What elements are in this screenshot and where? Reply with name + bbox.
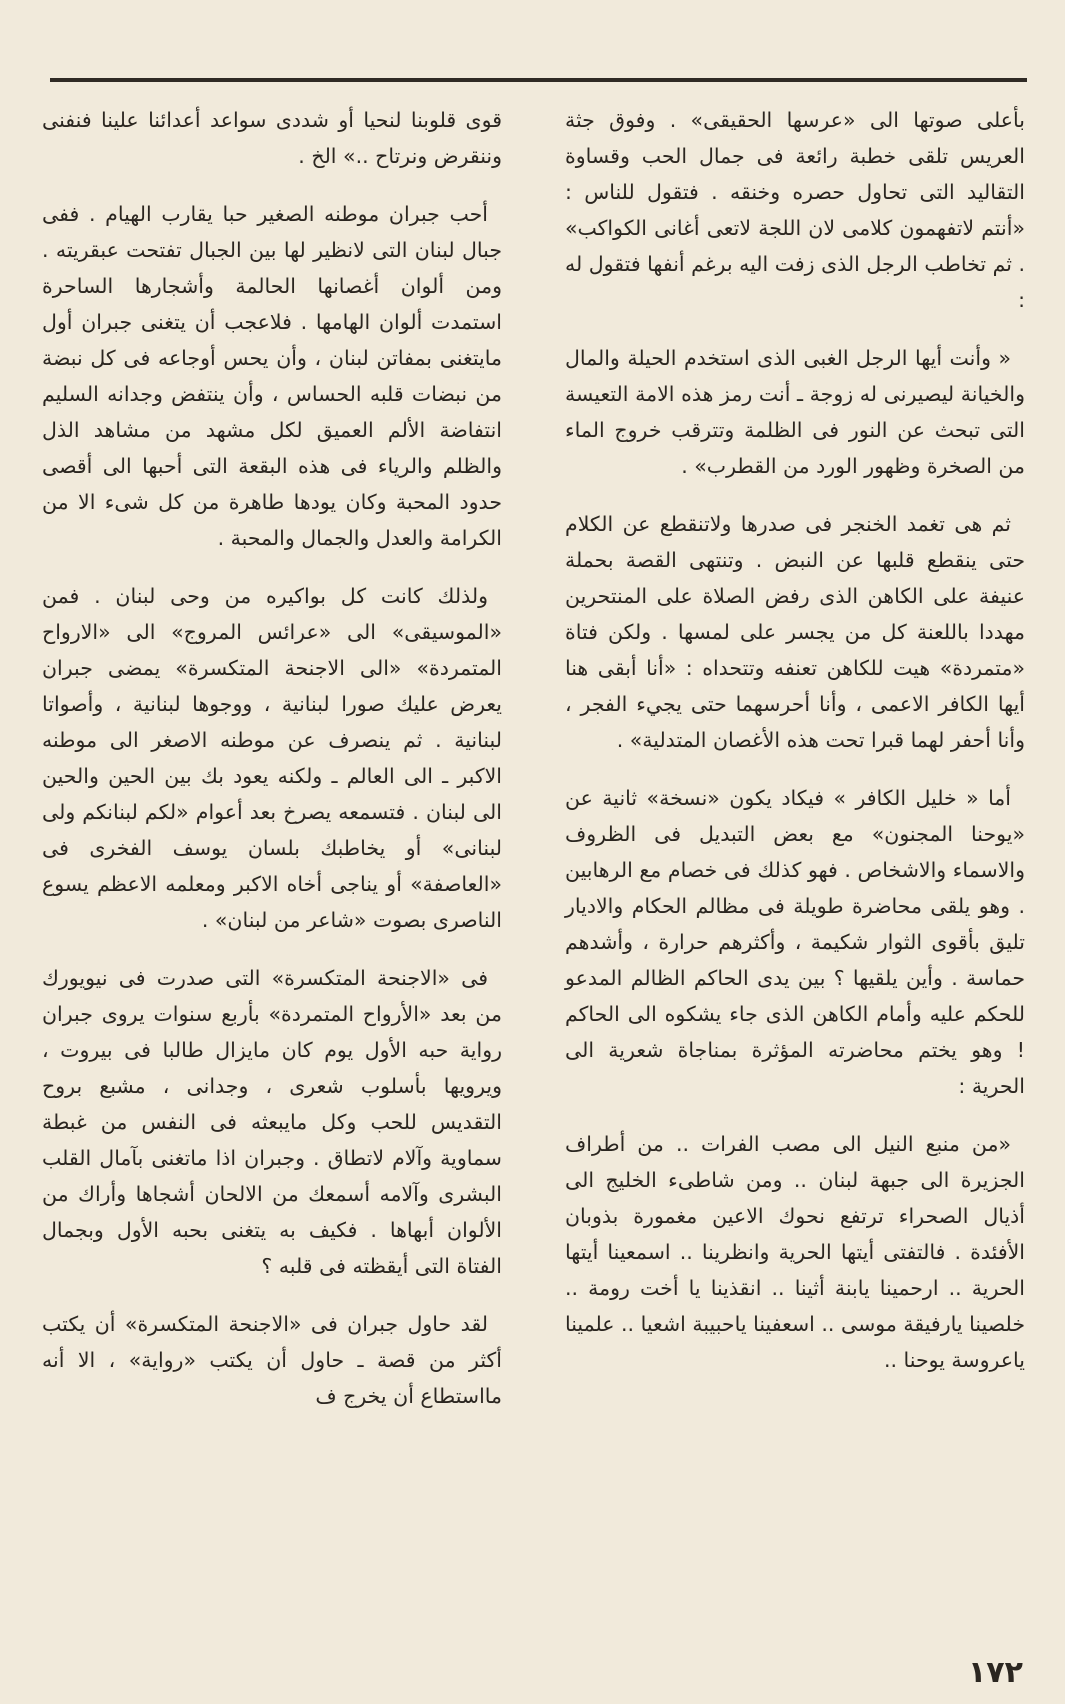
paragraph: « وأنت أيها الرجل الغبى الذى استخدم الحيلة والمال والخيانة ليصيرنى له زوجة ـ أنت رمز هذه الامة التعيسة التى تبحث عن النور فى الظلمة وتترقب خروج الماء من الصخرة وظهور الورد من القطرب» . (565, 346, 1025, 478)
paragraph: لقد حاول جبران فى «الاجنحة المتكسرة» أن يكتب أكثر من قصة ـ حاول أن يكتب «رواية» ، الا أنه مااستطاع أن يخرج ف (42, 1312, 502, 1408)
paragraph: ولذلك كانت كل بواكيره من وحى لبنان . فمن «الموسيقى» الى «عرائس المروج» الى «الارواح المتمردة» «الى الاجنحة المتكسرة» يمضى جبران يعرض عليك صورا لبنانية ، ووجوها لبنانية ، وأصواتا لبنانية . ثم ينصرف عن موطنه الاصغر الى موطنه الاكبر ـ الى العالم ـ ولكنه يعود بك بين الحين والحين الى لبنان . فتسمعه يصرخ بعد أعوام «لكم لبنانكم ولى لبنانى» أو يخاطبك بلسان يوسف الفخرى فى «العاصفة» أو يناجى أخاه الاكبر ومعلمه الاعظم يسوع الناصرى بصوت «شاعر من لبنان» . (42, 584, 502, 932)
paragraph: فى «الاجنحة المتكسرة» التى صدرت فى نيويورك من بعد «الأرواح المتمردة» بأربع سنوات يروى جبران رواية حبه الأول يوم كان مايزال طالبا فى بيروت ، ويرويها بأسلوب شعرى ، وجدانى ، مشبع بروح التقديس للحب وكل مايبعثه فى النفس من غبطة سماوية وآلام لاتطاق . وجبران اذا ماتغنى بآمال القلب البشرى وآلامه أسمعك من الالحان أشجاها وأراك من الألوان أبهاها . فكيف به يتغنى بحبه الأول وبجمال الفتاة التى أيقظته فى قلبه ؟ (42, 966, 502, 1278)
paragraph: أحب جبران موطنه الصغير حبا يقارب الهيام . ففى جبال لبنان التى لانظير لها بين الجبال تفتحت عبقريته . ومن ألوان أغصانها الحالمة وأشجارها الساحرة استمدت ألوان الهامها . فلاعجب أن يتغنى جبران أول مايتغنى بمفاتن لبنان ، وأن يحس أوجاعه فى كل نبضة من نبضات قلبه الحساس ، وأن ينتفض وجدانه السليم انتفاضة الألم العميق لكل مشهد من مشاهد الذل والظلم والرياء فى هذه البقعة التى أحبها الى أقصى حدود المحبة وكان يودها طاهرة من كل شىء الا من الكرامة والعدل والجمال والمحبة . (42, 202, 502, 550)
right-column (565, 102, 1025, 1400)
top-rule (50, 78, 1027, 82)
left-column (42, 102, 502, 1436)
paragraph: قوى قلوبنا لنحيا أو شددى سواعد أعدائنا علينا فنفنى وننقرض ونرتاح ..» الخ . (42, 108, 502, 168)
paragraph: بأعلى صوتها الى «عرسها الحقيقى» . وفوق جثة العريس تلقى خطبة رائعة فى جمال الحب وقساوة التقاليد التى تحاول حصره وخنقه . فتقول للناس : «أنتم لاتفهمون كلامى لان اللجة لاتعى أغانى الكواكب» . ثم تخاطب الرجل الذى زفت اليه برغم أنفها فتقول له : (565, 108, 1025, 312)
paragraph: ثم هى تغمد الخنجر فى صدرها ولاتنقطع عن الكلام حتى ينقطع قلبها عن النبض . وتنتهى القصة بحملة عنيفة على الكاهن الذى رفض الصلاة على المنتحرين مهددا باللعنة كل من يجسر على لمسها . ولكن فتاة «متمردة» هيت للكاهن تعنفه وتتحداه : «أنا أبقى هنا أيها الكافر الاعمى ، وأنا أحرسهما حتى يجيء الفجر ، وأنا أحفر لهما قبرا تحت هذه الأغصان المتدلية» . (565, 512, 1025, 752)
page-number: ١٧٢ (968, 1655, 1023, 1690)
paragraph: أما « خليل الكافر » فيكاد يكون «نسخة» ثانية عن «يوحنا المجنون» مع بعض التبديل فى الظروف والاسماء والاشخاص . فهو كذلك فى خصام مع الرهابين . وهو يلقى محاضرة طويلة فى مظالم الحكام والاديار تليق بأقوى الثوار شكيمة ، وأكثرهم حرارة ، وأشدهم حماسة . وأين يلقيها ؟ بين يدى الحاكم الظالم المدعو للحكم عليه وأمام الكاهن الذى جاء يشكوه الى الحاكم ! وهو يختم محاضرته المؤثرة بمناجاة شعرية الى الحرية : (565, 786, 1025, 1098)
paragraph: «من منبع النيل الى مصب الفرات .. من أطراف الجزيرة الى جبهة لبنان .. ومن شاطىء الخليج الى أذيال الصحراء ترتفع نحوك الاعين مغمورة بذوبان الأفئدة . فالتفتى أيتها الحرية وانظرينا .. اسمعينا أيتها الحرية .. ارحمينا يابنة أثينا .. انقذينا يا أخت رومة .. خلصينا يارفيقة موسى .. اسعفينا ياحبيبة اشعيا .. علمينا ياعروسة يوحنا .. (565, 1132, 1025, 1372)
